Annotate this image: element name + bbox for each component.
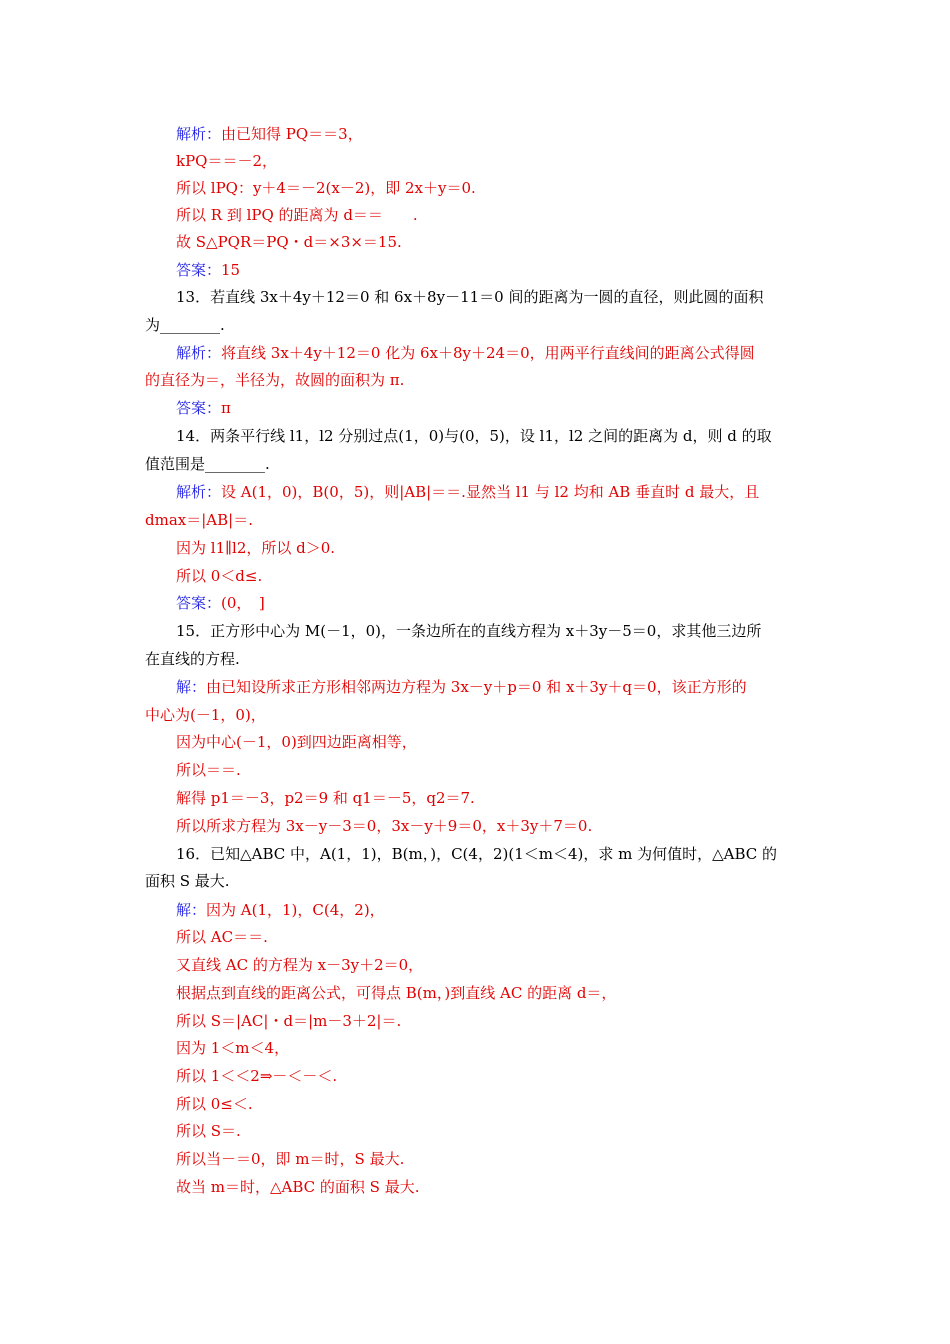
text-line xyxy=(176,982,616,1004)
text-line xyxy=(176,899,385,921)
text-line xyxy=(176,481,759,503)
line-text: 所以 lPQ：y＋4＝－2(x－2)，即 2x＋y＝0. xyxy=(176,179,476,197)
line-text: 15．正方形中心为 M(－1，0)，一条边所在的直线方程为 x＋3y－5＝0，求其他三边所 xyxy=(176,622,762,640)
text-line xyxy=(176,954,423,976)
text-line xyxy=(145,369,404,391)
label-text: 解析： xyxy=(176,125,222,143)
line-text: 因为中心(－1，0)到四边距离相等， xyxy=(176,733,417,751)
text-line xyxy=(176,843,777,865)
line-text: 14．两条平行线 l1，l2 分别过点(1，0)与(0，5)，设 l1，l2 之间的距离为 d，则 d 的取 xyxy=(176,427,772,445)
text-line xyxy=(176,731,417,753)
text-line xyxy=(176,177,476,199)
label-text: 解析： xyxy=(176,483,222,501)
line-text: dmax＝|AB|＝. xyxy=(145,511,253,529)
line-text: kPQ＝＝－2， xyxy=(176,152,278,170)
label-text: 解析： xyxy=(176,344,222,362)
text-line xyxy=(176,150,277,172)
text-line xyxy=(176,204,418,226)
text-line xyxy=(176,676,747,698)
text-line xyxy=(176,1176,420,1198)
line-text: 根据点到直线的距离公式，可得点 B(m，)到直线 AC 的距离 d＝， xyxy=(176,984,617,1002)
text-line xyxy=(176,565,262,587)
text-line xyxy=(145,870,230,892)
line-text: 所以 0≤＜. xyxy=(176,1095,253,1113)
text-line xyxy=(176,1148,404,1170)
label-text: 答案： xyxy=(176,261,222,279)
line-text: 所以 0＜d≤. xyxy=(176,567,263,585)
text-line xyxy=(145,648,240,670)
line-text: 由已知得 PQ＝＝3， xyxy=(221,125,363,143)
line-text: 因为 1＜m＜4， xyxy=(176,1039,290,1057)
label-text: 解： xyxy=(176,901,207,919)
text-line xyxy=(176,123,363,145)
text-line xyxy=(176,787,475,809)
line-text: 设 A(1，0)，B(0，5)，则|AB|＝＝.显然当 l1 与 l2 均和 AB 垂直时 d 最大，且 xyxy=(221,483,760,501)
label-text: 答案： xyxy=(176,594,222,612)
line-text: 16．已知△ABC 中，A(1，1)，B(m，)，C(4，2)(1＜m＜4)，求 m 为何值时，△ABC 的 xyxy=(176,845,778,863)
line-text: 因为 l1∥l2，所以 d＞0. xyxy=(176,539,336,557)
text-line xyxy=(176,259,240,281)
text-line xyxy=(145,314,225,336)
text-line xyxy=(176,620,761,642)
line-text: (0， ] xyxy=(221,594,265,612)
line-text: 因为 A(1，1)，C(4，2)， xyxy=(206,901,385,919)
text-line xyxy=(176,759,241,781)
text-line xyxy=(176,1065,337,1087)
label-text: 解： xyxy=(176,678,207,696)
label-text: 答案： xyxy=(176,399,222,417)
text-line xyxy=(176,425,772,447)
text-line xyxy=(176,397,231,419)
line-text: 13．若直线 3x＋4y＋12＝0 和 6x＋8y－11＝0 间的距离为一圆的直径，则此圆的面积 xyxy=(176,288,764,306)
text-line xyxy=(176,926,268,948)
line-text: 所以 1＜＜2⇒－＜－＜. xyxy=(176,1067,338,1085)
line-text: 中心为(－1，0)， xyxy=(145,706,266,724)
text-line xyxy=(145,453,270,475)
text-line xyxy=(176,537,335,559)
text-line xyxy=(176,1093,253,1115)
line-text: 故当 m＝时，△ABC 的面积 S 最大. xyxy=(176,1178,420,1196)
text-line xyxy=(176,286,763,308)
line-text: 在直线的方程. xyxy=(145,650,240,668)
line-text: 由已知设所求正方形相邻两边方程为 3x－y＋p＝0 和 x＋3y＋q＝0，该正方形的 xyxy=(206,678,747,696)
line-text: 将直线 3x＋4y＋12＝0 化为 6x＋8y＋24＝0，用两平行直线间的距离公式得圆 xyxy=(221,344,755,362)
line-text: 所以 S＝. xyxy=(176,1122,241,1140)
line-text: 所以 AC＝＝. xyxy=(176,928,268,946)
line-text: 为________. xyxy=(145,316,225,334)
line-text: 15 xyxy=(221,261,241,279)
line-text: 又直线 AC 的方程为 x－3y＋2＝0， xyxy=(176,956,424,974)
text-line xyxy=(176,1010,401,1032)
line-text: 的直径为＝，半径为，故圆的面积为 π. xyxy=(145,371,405,389)
line-text: π xyxy=(221,399,231,417)
line-text: 解得 p1＝－3，p2＝9 和 q1＝－5，q2＝7. xyxy=(176,789,475,807)
text-line xyxy=(145,704,266,726)
line-text: 面积 S 最大. xyxy=(145,872,230,890)
text-line xyxy=(176,1120,241,1142)
text-line xyxy=(176,1037,289,1059)
text-line xyxy=(176,815,592,837)
line-text: 所以＝＝. xyxy=(176,761,241,779)
line-text: 所以当－＝0，即 m＝时，S 最大. xyxy=(176,1150,405,1168)
line-text: 所以 R 到 lPQ 的距离为 d＝＝ . xyxy=(176,206,418,224)
line-text: 所以所求方程为 3x－y－3＝0，3x－y＋9＝0，x＋3y＋7＝0. xyxy=(176,817,593,835)
line-text: 故 S△PQR＝PQ・d＝×3×＝15. xyxy=(176,233,402,251)
line-text: 所以 S＝|AC|・d＝|m－3＋2|＝. xyxy=(176,1012,402,1030)
text-line xyxy=(176,231,402,253)
text-line xyxy=(176,592,265,614)
text-line xyxy=(145,509,253,531)
text-line xyxy=(176,342,755,364)
line-text: 值范围是________. xyxy=(145,455,270,473)
